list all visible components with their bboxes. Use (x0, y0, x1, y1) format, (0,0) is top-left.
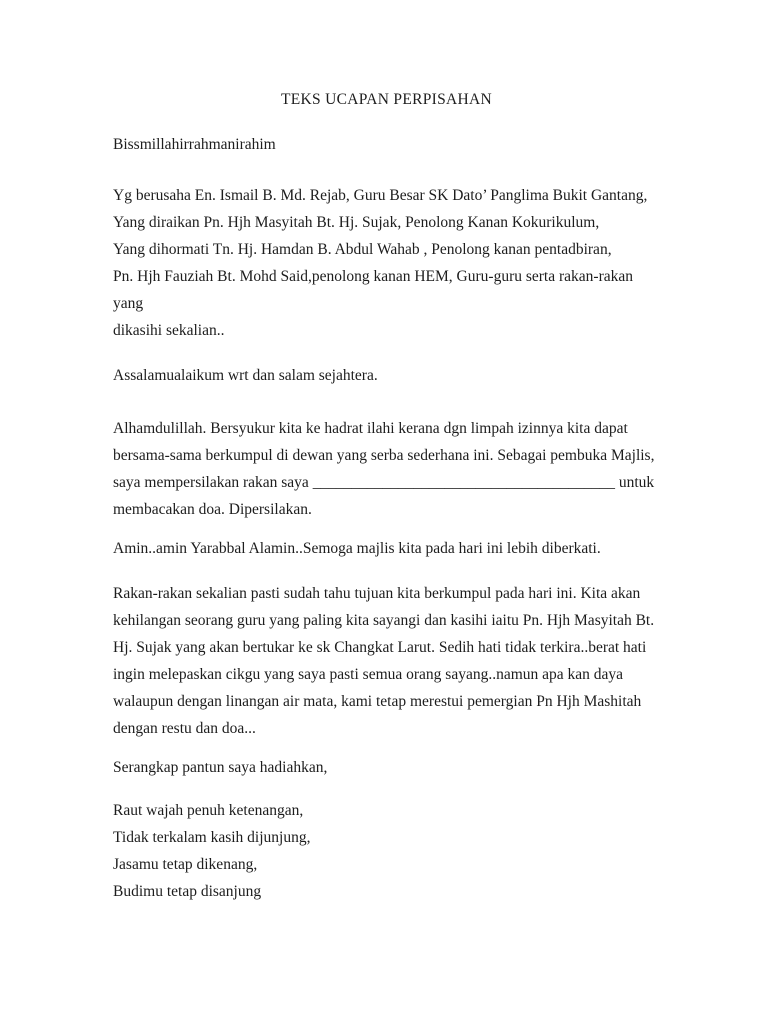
text-line: Yang diraikan Pn. Hjh Masyitah Bt. Hj. Sujak, Penolong Kanan Kokurikulum, (113, 214, 600, 231)
text-line: Hj. Sujak yang akan bertukar ke sk Changkat Larut. Sedih hati tidak terkira..berat hati (113, 639, 647, 656)
paragraph-farewell (113, 580, 660, 742)
text-line-with-blank: saya mempersilakan rakan saya _______________________________________ untuk (113, 474, 655, 491)
paragraph-amin (113, 535, 660, 562)
text-line: dengan restu dan doa... (113, 720, 256, 737)
text-line: Yang dihormati Tn. Hj. Hamdan B. Abdul Wahab , Penolong kanan pentadbiran, (113, 241, 612, 258)
document-title: TEKS UCAPAN PERPISAHAN (280, 91, 492, 108)
text-line: Raut wajah penuh ketenangan, (113, 802, 304, 819)
text-line: Assalamualaikum wrt dan salam sejahtera. (113, 367, 378, 384)
text-line: kehilangan seorang guru yang paling kita sayangi dan kasihi iaitu Pn. Hjh Masyitah Bt. (113, 612, 655, 629)
paragraph-pantun-intro (113, 754, 660, 781)
text-line: Budimu tetap disanjung (113, 883, 262, 900)
text-line: walaupun dengan linangan air mata, kami tetap merestui pemergian Pn Hjh Mashitah (113, 693, 642, 710)
paragraph-pantun (113, 797, 660, 905)
text-line: Pn. Hjh Fauziah Bt. Mohd Said,penolong kanan HEM, Guru-guru serta rakan-rakan yang (113, 268, 637, 312)
paragraph-opening (113, 415, 660, 523)
text-line: Tidak terkalam kasih dijunjung, (113, 829, 311, 846)
text-line: dikasihi sekalian.. (113, 322, 225, 339)
text-line: membacakan doa. Dipersilakan. (113, 501, 312, 518)
text-line: Bissmillahirrahmanirahim (113, 136, 276, 153)
text-line: bersama-sama berkumpul di dewan yang serba sederhana ini. Sebagai pembuka Majlis, (113, 447, 655, 464)
text-line: Amin..amin Yarabbal Alamin..Semoga majlis kita pada hari ini lebih diberkati. (113, 540, 601, 557)
paragraph-bismillah (113, 131, 660, 158)
text-line: Serangkap pantun saya hadiahkan, (113, 759, 328, 776)
text-line: Jasamu tetap dikenang, (113, 856, 258, 873)
text-line: Rakan-rakan sekalian pasti sudah tahu tujuan kita berkumpul pada hari ini. Kita akan (113, 585, 641, 602)
paragraph-greeting (113, 362, 660, 389)
text-line: ingin melepaskan cikgu yang saya pasti semua orang sayang..namun apa kan daya (113, 666, 624, 683)
text-line: Alhamdulillah. Bersyukur kita ke hadrat ilahi kerana dgn limpah izinnya kita dapat (113, 420, 628, 437)
paragraph-salutations (113, 182, 660, 344)
text-line: Yg berusaha En. Ismail B. Md. Rejab, Guru Besar SK Dato’ Panglima Bukit Gantang, (113, 187, 648, 204)
